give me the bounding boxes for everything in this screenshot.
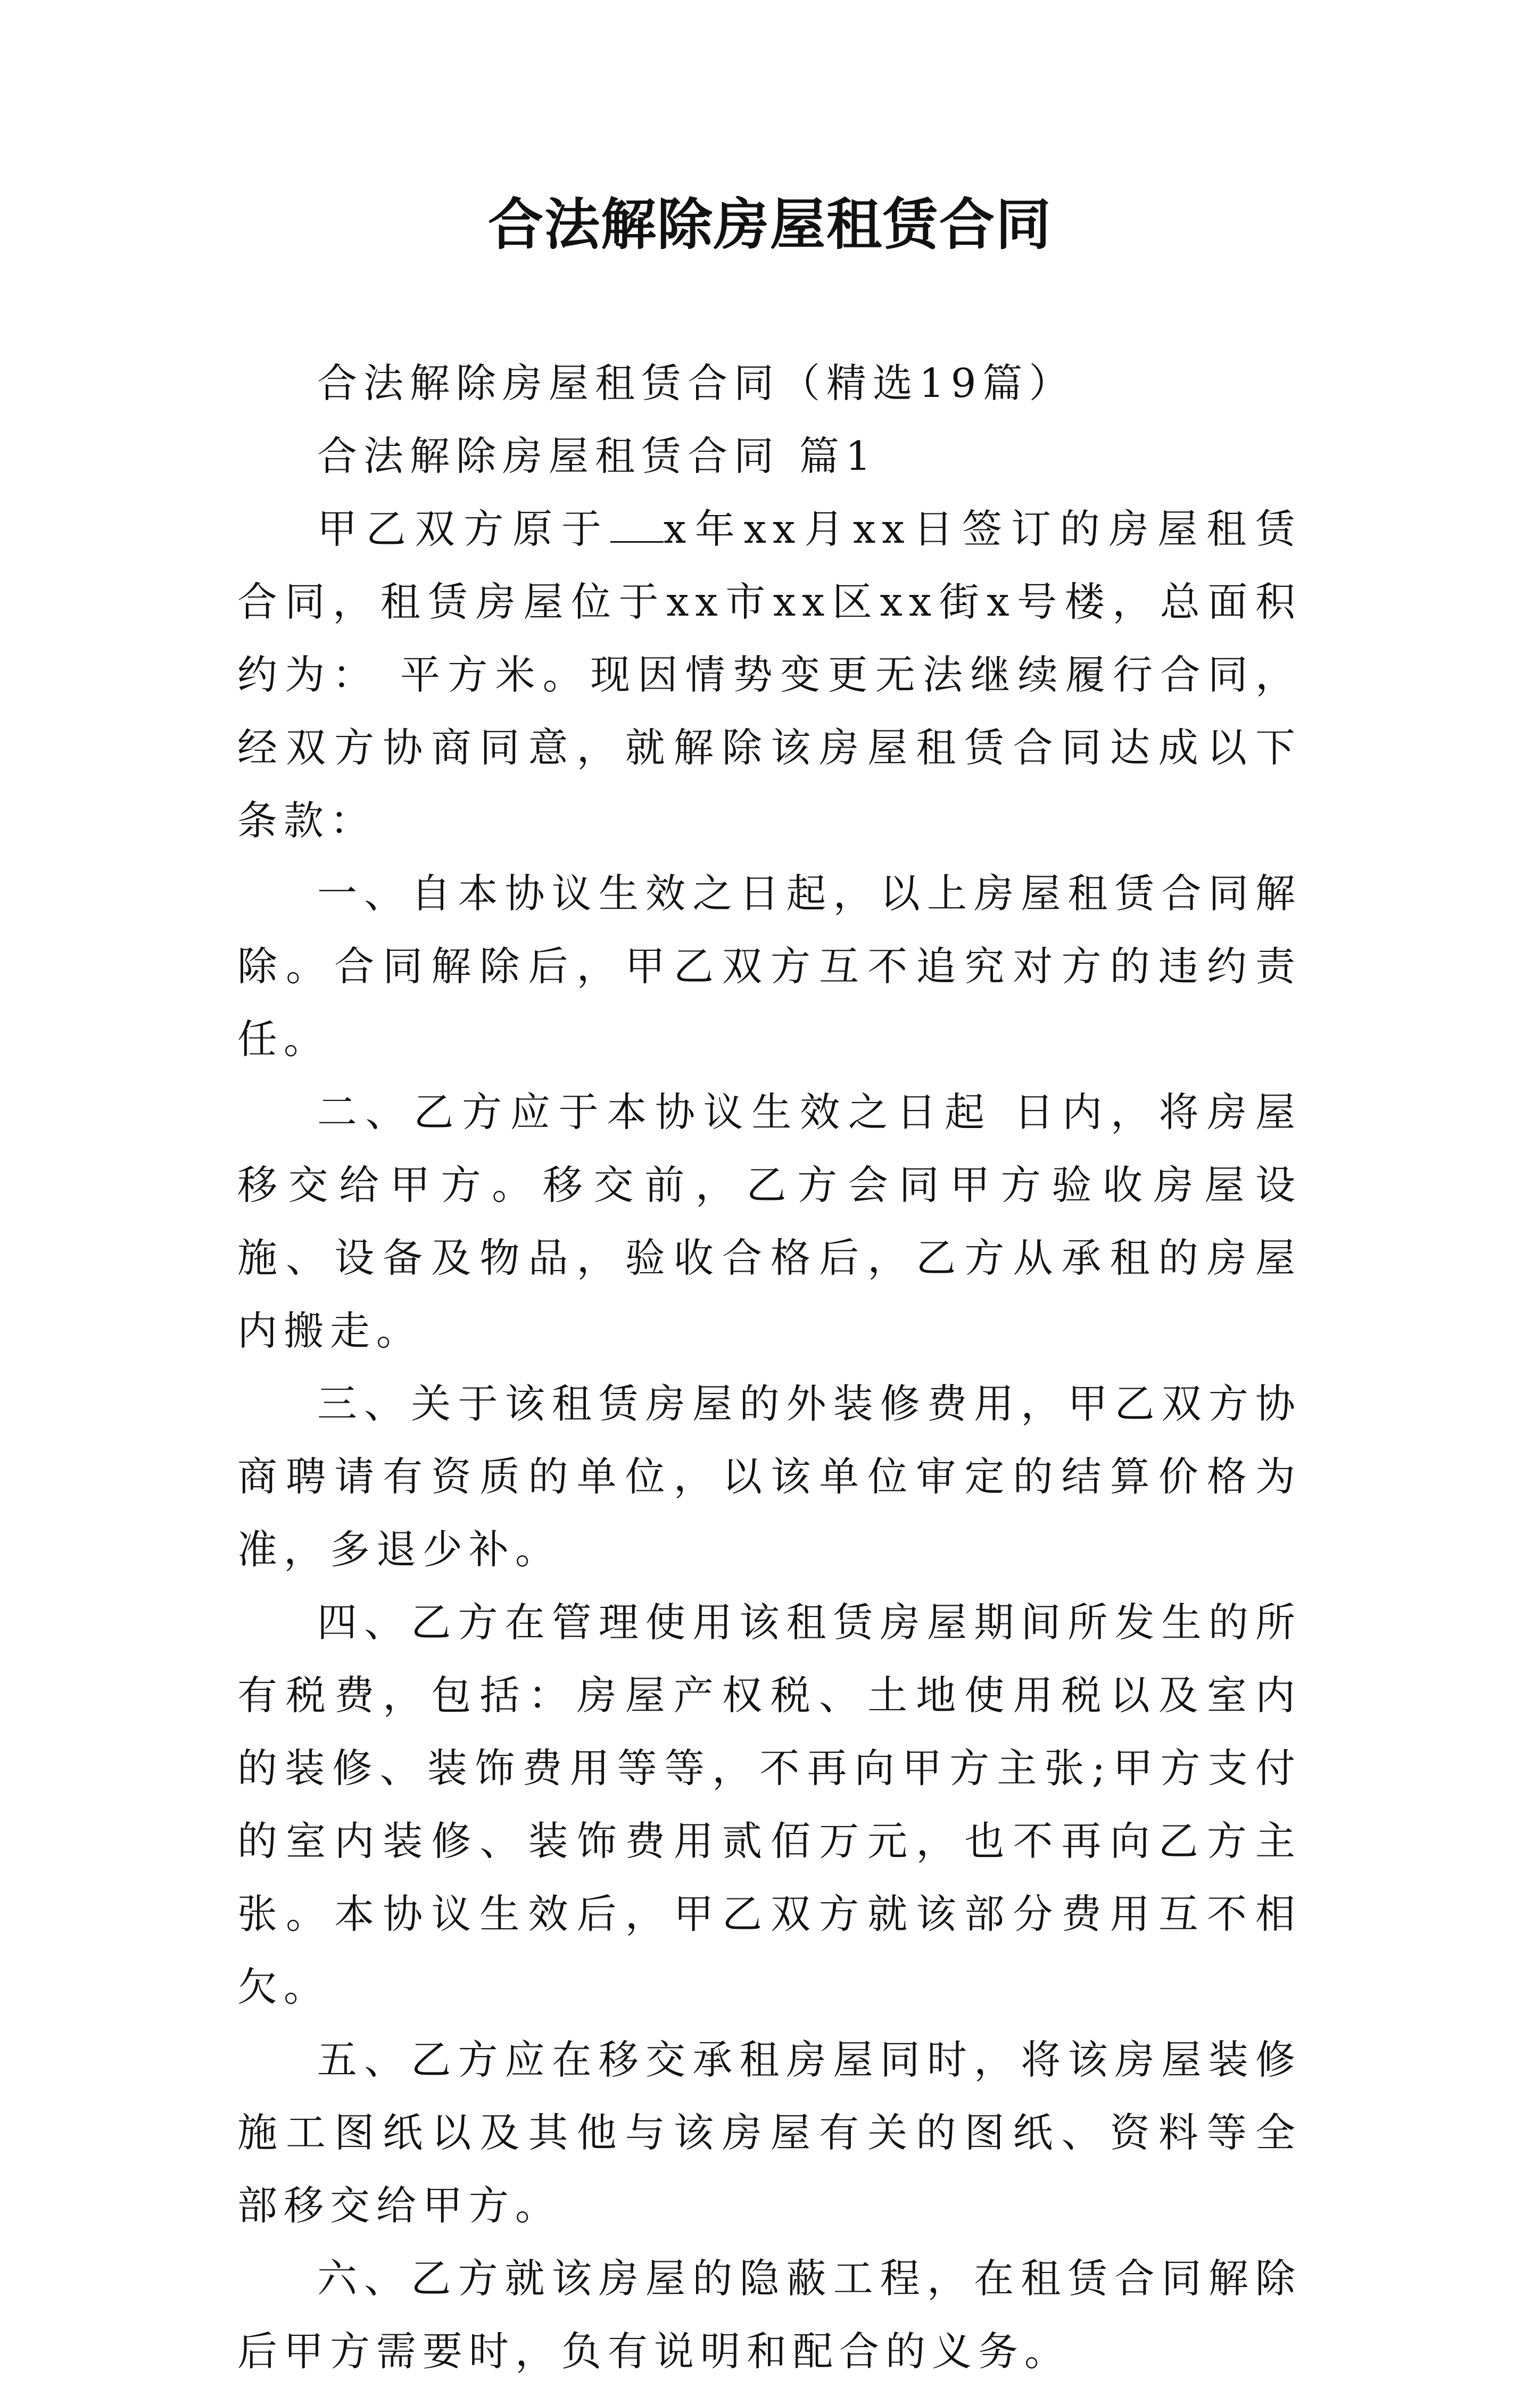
clause-2: 二、乙方应于本协议生效之日起 日内，将房屋移交给甲方。移交前，乙方会同甲方验收房屋设施、设备及物品，验收合格后，乙方从承租的房屋内搬走。 <box>237 1089 1302 1354</box>
clause-4: 四、乙方在管理使用该租赁房屋期间所发生的所有税费，包括：房屋产权税、土地使用税以及室内的装修、装饰费用等等，不再向甲方主张;甲方支付的室内装修、装饰费用贰佰万元，也不再向乙方主张。本协议生效后，甲乙双方就该部分费用互不相欠。 <box>237 1599 1302 2010</box>
clause-3: 三、关于该租赁房屋的外装修费用，甲乙双方协商聘请有资质的单位，以该单位审定的结算价格为准，多退少补。 <box>237 1380 1302 1573</box>
intro-paragraph <box>237 493 1302 857</box>
subtitle: 合法解除房屋租赁合同（精选19篇） <box>317 360 1075 407</box>
intro-after-blank: x年xx月xx日签订的房屋租赁合同，租赁房屋位于xx市xx区xx街x号楼，总面积约为： 平方米。现因情势变更无法继续履行合同，经双方协商同意，就解除该房屋租赁合同达成以下条款： <box>237 505 1302 844</box>
clause-1: 一、自本协议生效之日起，以上房屋租赁合同解除。合同解除后，甲乙双方互不追究对方的违约责任。 <box>237 870 1302 1063</box>
intro-before-blank: 甲乙双方原于 <box>317 505 610 552</box>
document-body <box>237 347 1302 2388</box>
fill-in-blank <box>610 507 664 543</box>
clause-5: 五、乙方应在移交承租房屋同时，将该房屋装修施工图纸以及其他与该房屋有关的图纸、资料等全部移交给甲方。 <box>237 2036 1302 2229</box>
document-title: 合法解除房屋租赁合同 <box>487 192 1052 257</box>
section-heading: 合法解除房屋租赁合同 篇1 <box>317 433 877 479</box>
clause-6: 六、乙方就该房屋的隐蔽工程，在租赁合同解除后甲方需要时，负有说明和配合的义务。 <box>237 2255 1302 2375</box>
